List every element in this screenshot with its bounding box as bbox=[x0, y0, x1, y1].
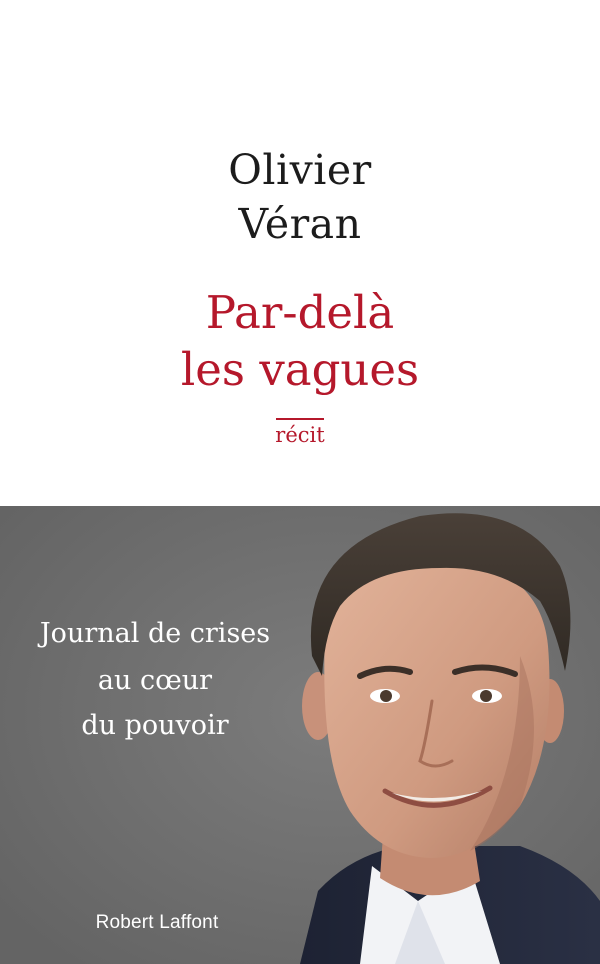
book-title-line-2: les vagues bbox=[180, 343, 420, 396]
author-first-name: Olivier bbox=[228, 146, 372, 194]
tagline-line-2: au cœur bbox=[97, 665, 213, 696]
genre-label: récit bbox=[275, 423, 325, 447]
book-title-line-1: Par-delà bbox=[205, 286, 395, 339]
publisher-name: Robert Laffont bbox=[95, 912, 219, 933]
cover-photo-panel bbox=[0, 506, 600, 964]
genre-rule bbox=[276, 418, 324, 420]
tagline-line-3: du pouvoir bbox=[81, 710, 229, 741]
author-last-name: Véran bbox=[238, 200, 362, 248]
tagline-line-1: Journal de crises bbox=[39, 618, 271, 649]
